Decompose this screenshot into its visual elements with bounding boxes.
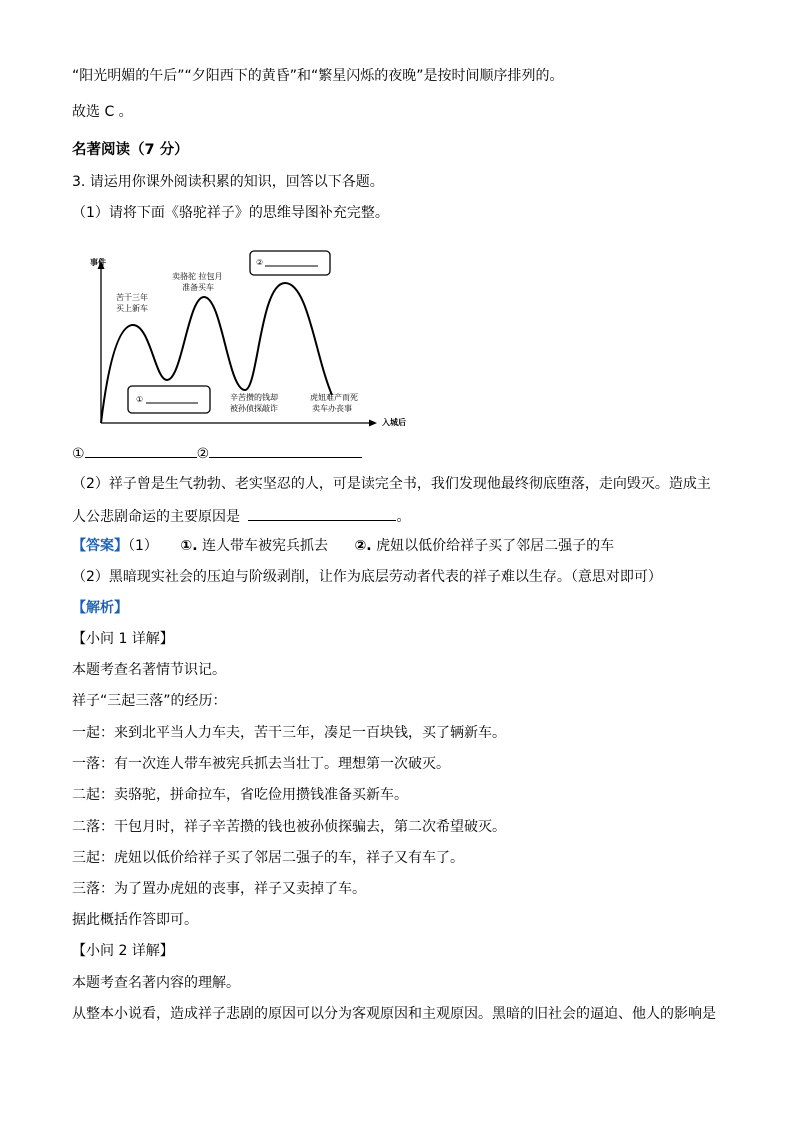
sub1-text-2: 祥子“三起三落”的经历： <box>72 693 227 709</box>
fall-3: 三落：为了置办虎妞的丧事，祥子又卖掉了车。 <box>72 881 366 897</box>
answer-line-1 <box>72 536 614 556</box>
question-3: 3. 请运用你课外阅读积累的知识，回答以下各题。 <box>72 174 384 190</box>
x-axis-arrow <box>369 420 377 427</box>
answer-blanks-row <box>72 442 362 464</box>
blank-1-line <box>85 442 197 458</box>
fall-1: 一落：有一次连人带车被宪兵抓去当壮丁。理想第一次破灭。 <box>72 756 450 772</box>
blank-3-line <box>248 505 396 521</box>
label-rise1-line2: 买上新车 <box>116 304 148 313</box>
blank-box-2-label: ② <box>256 258 264 267</box>
analysis-tag: 【解析】 <box>72 600 128 616</box>
section-title: 名著阅读（7 分） <box>72 142 189 158</box>
sub1-text-1: 本题考查名著情节识记。 <box>72 662 226 678</box>
y-axis-label: 事件 <box>90 258 106 267</box>
sub-question-1-title: 【小问 1 详解】 <box>72 631 174 647</box>
rise-2: 二起：卖骆驼，拼命拉车，省吃俭用攒钱准备买新车。 <box>72 787 408 803</box>
label-rise1-line1: 苦干三年 <box>116 293 148 302</box>
sub2-text-1: 本题考查名著内容的理解。 <box>72 975 240 991</box>
mind-map-diagram <box>80 245 420 435</box>
label-fall2-line1: 辛苦攒的钱却 <box>230 393 278 402</box>
question-3-2-line2 <box>72 505 410 527</box>
blank-2-label: ② <box>196 446 210 462</box>
blank-box-1-label: ① <box>136 395 144 404</box>
rise-3: 三起：虎妞以低价给祥子买了邻居二强子的车，祥子又有车了。 <box>72 850 464 866</box>
sub-question-2-title: 【小问 2 详解】 <box>72 943 174 959</box>
label-fall3-line2: 卖车办丧事 <box>312 404 352 413</box>
label-fall2-line2: 被孙侦探敲诈 <box>230 404 278 413</box>
answer-1-b-num: ②. <box>354 538 372 554</box>
answer-line-2: （2）黑暗现实社会的压迫与阶级剥削，让作为底层劳动者代表的祥子难以生存。（意思对即可） <box>72 569 662 585</box>
question-3-2-end: 。 <box>396 509 411 525</box>
fall-2: 二落：干包月时，祥子辛苦攒的钱也被孙侦探骗去，第二次希望破灭。 <box>72 819 506 835</box>
sub2-text-2: 从整本小说看，造成祥子悲剧的原因可以分为客观原因和主观原因。黑暗的旧社会的逼迫、他人的影响是 <box>72 1006 716 1022</box>
question-3-2-line1: （2）祥子曾是生气勃勃、老实坚忍的人，可是读完全书，我们发现他最终彻底堕落，走向毁灭。造成主 <box>72 476 711 492</box>
answer-1-b: 虎妞以低价给祥子买了邻居二强子的车 <box>376 538 615 554</box>
text-line-2: 故选 C 。 <box>72 104 133 120</box>
label-rise2-line1: 卖骆驼 拉包月 <box>172 272 223 281</box>
label-rise2-line2: 准备买车 <box>182 283 214 292</box>
text-line-1: “阳光明媚的午后”“夕阳西下的黄昏”和“繁星闪烁的夜晚”是按时间顺序排列的。 <box>72 68 564 84</box>
question-3-1: （1）请将下面《骆驼祥子》的思维导图补充完整。 <box>72 205 389 221</box>
answer-tag: 【答案】 <box>72 538 128 554</box>
rise-1: 一起：来到北平当人力车夫，苦干三年，凑足一百块钱，买了辆新车。 <box>72 725 506 741</box>
x-axis-label: 入城后 <box>382 418 406 427</box>
blank-1-label: ① <box>72 446 85 462</box>
answer-1-a-num: ①. <box>180 538 198 554</box>
question-3-2-text: 人公悲剧命运的主要原因是 <box>72 509 240 525</box>
answer-1-a: 连人带车被宪兵抓去 <box>202 538 328 554</box>
conclusion: 据此概括作答即可。 <box>72 912 198 928</box>
label-fall3-line1: 虎妞难产而死 <box>310 393 358 402</box>
answer-1-prefix: （1） <box>128 538 158 554</box>
blank-2-line <box>209 442 362 458</box>
